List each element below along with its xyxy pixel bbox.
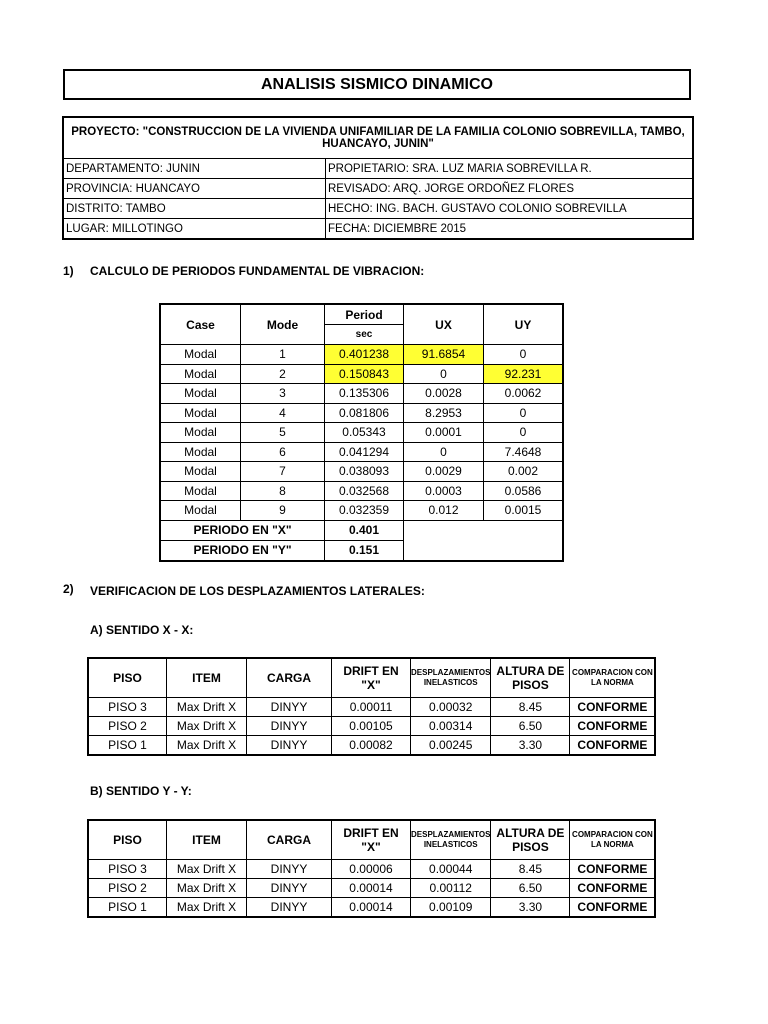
drift-cell-desp: 0.00112 — [411, 879, 491, 898]
modal-cell-mode: 9 — [241, 501, 325, 521]
drift-cell-carga: DINYY — [247, 879, 332, 898]
modal-cell-uy: 0.0015 — [484, 501, 563, 521]
modal-cell-uy: 0.0586 — [484, 481, 563, 501]
modal-cell-mode: 7 — [241, 462, 325, 482]
drift-cell-comp: CONFORME — [570, 879, 655, 898]
modal-cell-mode: 1 — [241, 345, 325, 365]
modal-cell-uy: 92.231 — [484, 364, 563, 384]
drift-cell-piso: PISO 2 — [89, 717, 167, 736]
drift-cell-piso: PISO 1 — [89, 736, 167, 755]
modal-cell-ux: 0.0001 — [404, 423, 484, 443]
drift-cell-desp: 0.00109 — [411, 898, 491, 917]
drift-header-row — [89, 659, 655, 698]
header-period-unit: sec — [325, 325, 404, 345]
drift-cell-piso: PISO 2 — [89, 879, 167, 898]
header-item: ITEM — [167, 659, 247, 698]
header-carga: CARGA — [247, 659, 332, 698]
modal-cell-case: Modal — [161, 442, 241, 462]
header-altura: ALTURA DE PISOS — [491, 821, 570, 860]
header-item: ITEM — [167, 821, 247, 860]
modal-cell-case: Modal — [161, 364, 241, 384]
table-row — [161, 462, 563, 482]
header-ux: UX — [404, 305, 484, 345]
drift-cell-item: Max Drift X — [167, 860, 247, 879]
summary-value: 0.151 — [325, 540, 404, 560]
table-row — [89, 698, 655, 717]
drift-header-row — [89, 821, 655, 860]
drift-cell-altura: 8.45 — [491, 860, 570, 879]
drift-cell-carga: DINYY — [247, 698, 332, 717]
drift-table-y — [88, 820, 655, 917]
header-period: Period — [325, 305, 404, 325]
drift-cell-piso: PISO 3 — [89, 860, 167, 879]
modal-cell-mode: 5 — [241, 423, 325, 443]
modal-cell-uy: 0 — [484, 423, 563, 443]
table-row — [161, 423, 563, 443]
modal-rows — [161, 345, 563, 521]
header-desp: DESPLAZAMIENTOS INELASTICOS — [411, 821, 491, 860]
drift-cell-carga: DINYY — [247, 898, 332, 917]
header-comp: COMPARACION CON LA NORMA — [570, 821, 655, 860]
modal-cell-period: 0.401238 — [325, 345, 404, 365]
summary-row — [161, 540, 563, 560]
table-row — [161, 345, 563, 365]
info-propietario: PROPIETARIO: SRA. LUZ MARIA SOBREVILLA R. — [326, 159, 693, 179]
table-row — [89, 879, 655, 898]
table-row — [89, 736, 655, 755]
modal-cell-ux: 0 — [404, 442, 484, 462]
modal-cell-uy: 0.0062 — [484, 384, 563, 404]
section-2-title: VERIFICACION DE LOS DESPLAZAMIENTOS LATERALES: — [90, 584, 425, 598]
modal-cell-period: 0.032359 — [325, 501, 404, 521]
project-info-table — [63, 117, 693, 239]
table-row — [161, 481, 563, 501]
summary-value: 0.401 — [325, 520, 404, 540]
drift-cell-item: Max Drift X — [167, 879, 247, 898]
table-row — [161, 364, 563, 384]
header-altura: ALTURA DE PISOS — [491, 659, 570, 698]
drift-cell-desp: 0.00314 — [411, 717, 491, 736]
header-piso: PISO — [89, 659, 167, 698]
modal-cell-ux: 0.012 — [404, 501, 484, 521]
drift-cell-carga: DINYY — [247, 717, 332, 736]
drift-cell-item: Max Drift X — [167, 898, 247, 917]
info-fecha: FECHA: DICIEMBRE 2015 — [326, 219, 693, 239]
modal-cell-case: Modal — [161, 423, 241, 443]
document-title — [63, 69, 691, 100]
drift-cell-desp: 0.00245 — [411, 736, 491, 755]
header-piso: PISO — [89, 821, 167, 860]
summary-label: PERIODO EN "Y" — [161, 540, 325, 560]
drift-cell-drift: 0.00006 — [332, 860, 411, 879]
modal-cell-period: 0.041294 — [325, 442, 404, 462]
drift-cell-item: Max Drift X — [167, 698, 247, 717]
modal-periods-table — [160, 304, 563, 561]
modal-cell-ux: 0.0029 — [404, 462, 484, 482]
modal-cell-ux: 0 — [404, 364, 484, 384]
summary-label: PERIODO EN "X" — [161, 520, 325, 540]
section-1-number: 1) — [63, 264, 74, 278]
header-carga: CARGA — [247, 821, 332, 860]
drift-cell-altura: 8.45 — [491, 698, 570, 717]
drift-cell-altura: 6.50 — [491, 879, 570, 898]
modal-cell-case: Modal — [161, 403, 241, 423]
table-row — [161, 403, 563, 423]
modal-cell-mode: 2 — [241, 364, 325, 384]
drift-cell-piso: PISO 1 — [89, 898, 167, 917]
modal-cell-period: 0.150843 — [325, 364, 404, 384]
info-provincia: PROVINCIA: HUANCAYO — [64, 179, 326, 199]
header-desp: DESPLAZAMIENTOS INELASTICOS — [411, 659, 491, 698]
period-summary — [161, 520, 563, 560]
drift-cell-altura: 6.50 — [491, 717, 570, 736]
drift-cell-item: Max Drift X — [167, 736, 247, 755]
modal-cell-uy: 0 — [484, 403, 563, 423]
drift-cell-comp: CONFORME — [570, 717, 655, 736]
modal-cell-period: 0.081806 — [325, 403, 404, 423]
section-1-title: CALCULO DE PERIODOS FUNDAMENTAL DE VIBRACION: — [90, 264, 425, 278]
info-departamento: DEPARTAMENTO: JUNIN — [64, 159, 326, 179]
modal-cell-ux: 8.2953 — [404, 403, 484, 423]
drift-cell-comp: CONFORME — [570, 898, 655, 917]
header-case: Case — [161, 305, 241, 345]
modal-cell-case: Modal — [161, 384, 241, 404]
modal-cell-mode: 6 — [241, 442, 325, 462]
info-revisado: REVISADO: ARQ. JORGE ORDOÑEZ FLORES — [326, 179, 693, 199]
modal-cell-case: Modal — [161, 345, 241, 365]
modal-cell-uy: 0.002 — [484, 462, 563, 482]
drift-cell-comp: CONFORME — [570, 736, 655, 755]
modal-cell-ux: 91.6854 — [404, 345, 484, 365]
drift-cell-drift: 0.00082 — [332, 736, 411, 755]
table-row — [161, 384, 563, 404]
drift-cell-drift: 0.00105 — [332, 717, 411, 736]
modal-cell-period: 0.038093 — [325, 462, 404, 482]
drift-cell-drift: 0.00014 — [332, 898, 411, 917]
header-comp: COMPARACION CON LA NORMA — [570, 659, 655, 698]
modal-cell-period: 0.032568 — [325, 481, 404, 501]
drift-cell-carga: DINYY — [247, 736, 332, 755]
modal-cell-case: Modal — [161, 501, 241, 521]
drift-cell-carga: DINYY — [247, 860, 332, 879]
table-row — [161, 501, 563, 521]
modal-cell-period: 0.05343 — [325, 423, 404, 443]
summary-row — [161, 520, 563, 540]
modal-cell-mode: 4 — [241, 403, 325, 423]
section-2-number: 2) — [63, 582, 74, 596]
table-row — [89, 717, 655, 736]
header-uy: UY — [484, 305, 563, 345]
drift-cell-drift: 0.00014 — [332, 879, 411, 898]
modal-cell-case: Modal — [161, 462, 241, 482]
modal-cell-uy: 0 — [484, 345, 563, 365]
modal-cell-mode: 8 — [241, 481, 325, 501]
drift-table-x — [88, 658, 655, 755]
modal-cell-mode: 3 — [241, 384, 325, 404]
table-row — [89, 860, 655, 879]
drift-cell-comp: CONFORME — [570, 860, 655, 879]
modal-cell-ux: 0.0003 — [404, 481, 484, 501]
modal-cell-ux: 0.0028 — [404, 384, 484, 404]
document-title-text: ANALISIS SISMICO DINAMICO — [260, 75, 493, 93]
drift-cell-desp: 0.00044 — [411, 860, 491, 879]
info-lugar: LUGAR: MILLOTINGO — [64, 219, 326, 239]
drift-cell-comp: CONFORME — [570, 698, 655, 717]
drift-cell-altura: 3.30 — [491, 736, 570, 755]
header-mode: Mode — [241, 305, 325, 345]
sentido-y-title: B) SENTIDO Y - Y: — [90, 784, 192, 798]
table-row — [161, 442, 563, 462]
drift-cell-desp: 0.00032 — [411, 698, 491, 717]
info-distrito: DISTRITO: TAMBO — [64, 199, 326, 219]
drift-cell-item: Max Drift X — [167, 717, 247, 736]
project-name: PROYECTO: "CONSTRUCCION DE LA VIVIENDA UNIFAMILIAR DE LA FAMILIA COLONIO SOBREVILLA, TAMBO, HUANCAYO, JUNIN" — [64, 118, 693, 159]
drift-cell-altura: 3.30 — [491, 898, 570, 917]
modal-cell-period: 0.135306 — [325, 384, 404, 404]
modal-cell-case: Modal — [161, 481, 241, 501]
drift-cell-drift: 0.00011 — [332, 698, 411, 717]
table-row — [89, 898, 655, 917]
sentido-x-title: A) SENTIDO X - X: — [90, 623, 194, 637]
info-hecho: HECHO: ING. BACH. GUSTAVO COLONIO SOBREVILLA — [326, 199, 693, 219]
header-drift: DRIFT EN "X" — [332, 659, 411, 698]
header-drift: DRIFT EN "X" — [332, 821, 411, 860]
modal-cell-uy: 7.4648 — [484, 442, 563, 462]
drift-cell-piso: PISO 3 — [89, 698, 167, 717]
